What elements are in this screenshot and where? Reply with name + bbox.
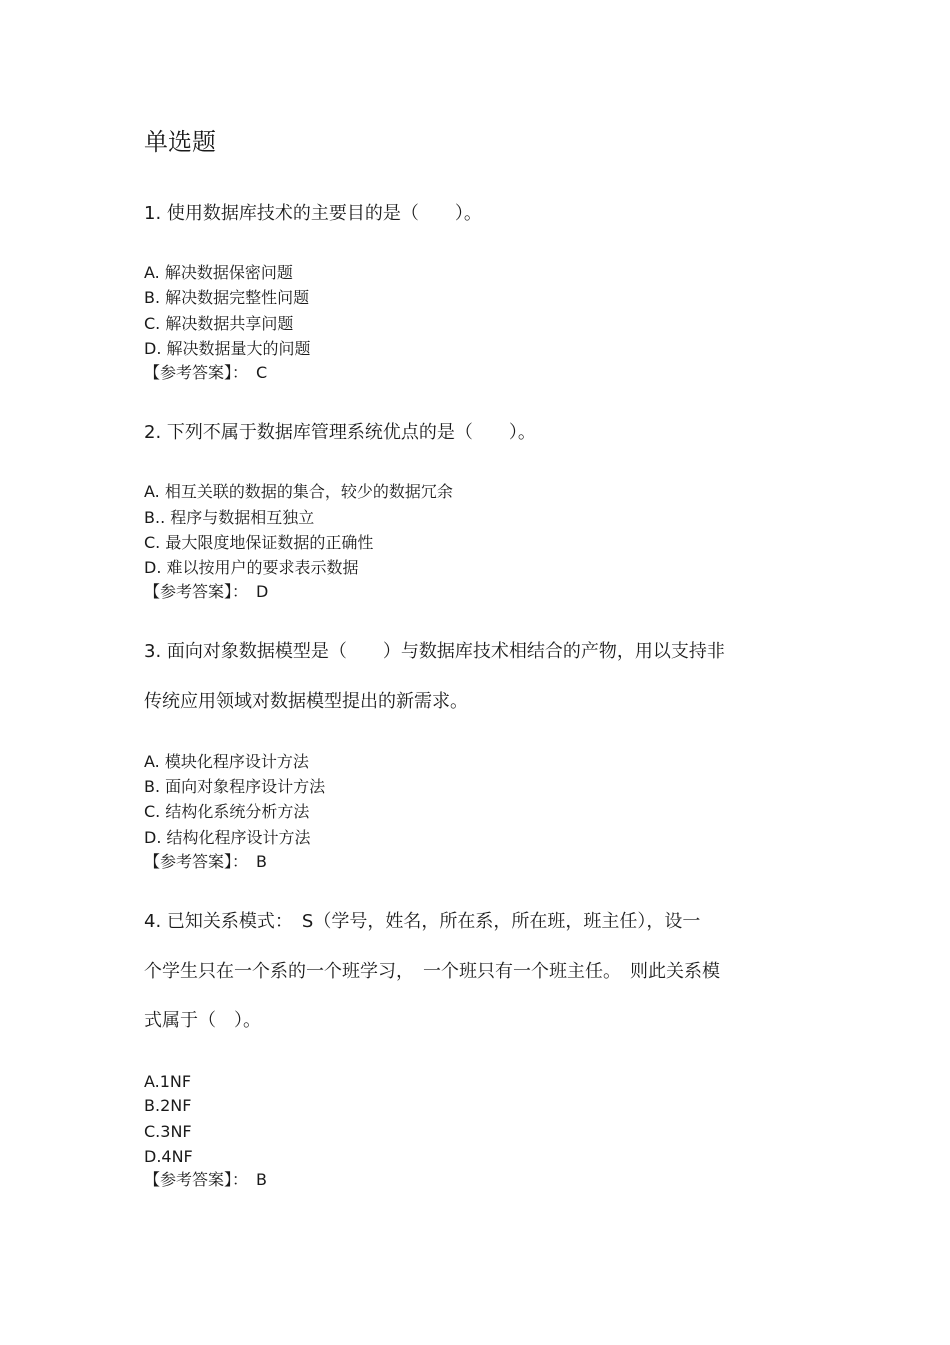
- question-text-line-2: 传统应用领域对数据模型提出的新需求。: [144, 691, 468, 712]
- option-d: D. 结构化程序设计方法: [144, 828, 311, 847]
- option-c: C.3NF: [144, 1122, 192, 1141]
- option-a: A. 模块化程序设计方法: [144, 752, 309, 771]
- question-text-line-1: 4. 已知关系模式： S（学号，姓名，所在系，所在班，班主任），设一: [144, 911, 701, 932]
- section-title: 单选题: [144, 128, 216, 156]
- option-a: A. 相互关联的数据的集合，较少的数据冗余: [144, 482, 453, 501]
- question-text: 1. 使用数据库技术的主要目的是（ ）。: [144, 203, 482, 224]
- question-text-line-2: 个学生只在一个系的一个班学习， 一个班只有一个班主任。 则此关系模: [144, 961, 720, 982]
- option-c: C. 结构化系统分析方法: [144, 802, 310, 821]
- question-text: 2. 下列不属于数据库管理系统优点的是（ ）。: [144, 422, 536, 443]
- option-d: D.4NF: [144, 1147, 193, 1166]
- option-d: D. 难以按用户的要求表示数据: [144, 558, 359, 577]
- answer: 【参考答案】： B: [144, 1170, 267, 1189]
- answer: 【参考答案】： C: [144, 363, 268, 382]
- option-a: A.1NF: [144, 1072, 192, 1091]
- option-b: B. 解决数据完整性问题: [144, 288, 310, 307]
- answer: 【参考答案】： D: [144, 582, 269, 601]
- option-c: C. 解决数据共享问题: [144, 314, 294, 333]
- option-d: D. 解决数据量大的问题: [144, 339, 311, 358]
- option-a: A. 解决数据保密问题: [144, 263, 293, 282]
- option-c: C. 最大限度地保证数据的正确性: [144, 533, 374, 552]
- option-b: B.2NF: [144, 1096, 192, 1115]
- question-text-line-3: 式属于（ ）。: [144, 1010, 261, 1031]
- option-b: B. 面向对象程序设计方法: [144, 777, 326, 796]
- option-b: B.. 程序与数据相互独立: [144, 508, 315, 527]
- answer: 【参考答案】： B: [144, 852, 267, 871]
- question-text-line-1: 3. 面向对象数据模型是（ ）与数据库技术相结合的产物，用以支持非: [144, 641, 725, 662]
